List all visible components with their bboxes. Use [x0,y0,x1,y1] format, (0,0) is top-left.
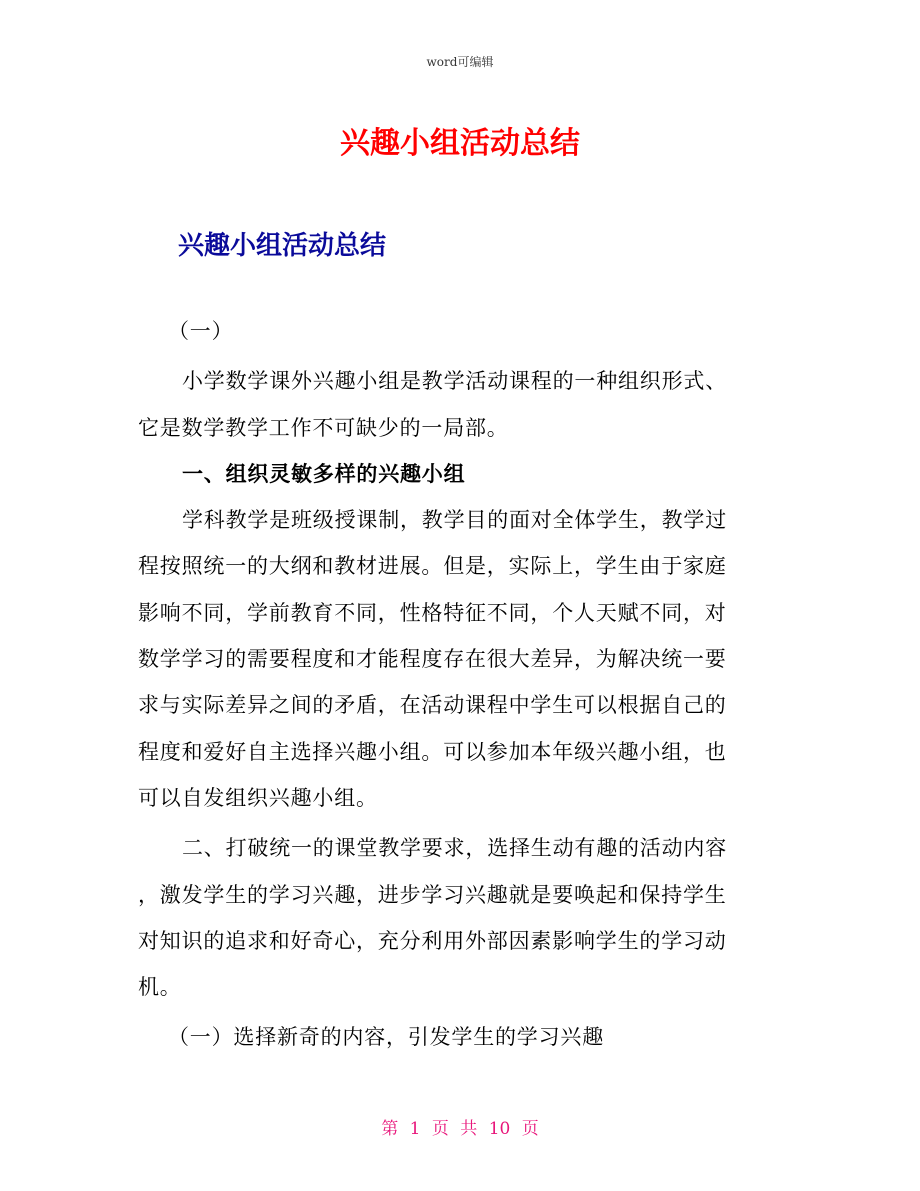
footer-suffix: 页 [521,1119,539,1139]
text-line: 小学数学课外兴趣小组是教学活动课程的一种组织形式、 [182,369,727,394]
document-title: 兴趣小组活动总结 [340,126,580,161]
text-line: 程按照统一的大纲和教材进展。但是，实际上，学生由于家庭 [138,554,727,579]
paragraph-section-two [138,825,788,1010]
paragraph-numbering [138,308,788,354]
text-line: （一）选择新奇的内容，引发学生的学习兴趣 [168,1025,604,1050]
paragraph-body [138,497,788,821]
text-line: 影响不同，学前教育不同，性格特征不同，个人天赋不同，对 [138,600,727,625]
paragraph-intro [138,358,788,451]
total-pages: 10 [488,1119,511,1139]
paragraph-subsection [138,1014,788,1060]
text-line: 一、组织灵敏多样的兴趣小组 [182,460,466,486]
page-footer [0,1114,920,1139]
text-line: 它是数学教学工作不可缺少的一局部。 [138,415,509,440]
current-page: 1 [409,1119,421,1139]
page-header: word可编辑 [426,55,494,69]
text-line: ，激发学生的学习兴趣，进步学习兴趣就是要唤起和保持学生 [138,882,727,907]
text-line: 可以自发组织兴趣小组。 [138,785,378,810]
text-line: （一） [168,319,234,343]
heading-one [138,451,788,497]
section-heading: 兴趣小组活动总结 [178,231,387,261]
text-line: 求与实际差异之间的矛盾，在活动课程中学生可以根据自己的 [138,693,727,718]
text-line: 数学学习的需要程度和才能程度存在很大差异，为解决统一要 [138,647,727,672]
footer-prefix: 第 [381,1119,399,1139]
text-line: 程度和爱好自主选择兴趣小组。可以参加本年级兴趣小组，也 [138,739,727,764]
text-line: 学科教学是班级授课制，教学目的面对全体学生，教学过 [182,508,727,533]
text-line: 机。 [138,975,182,1000]
text-line: 对知识的追求和好奇心，充分利用外部因素影响学生的学习动 [138,928,727,953]
text-line: 二、打破统一的课堂教学要求，选择生动有趣的活动内容 [182,836,727,861]
document-body [138,308,788,1061]
footer-middle: 页 共 [431,1119,478,1139]
